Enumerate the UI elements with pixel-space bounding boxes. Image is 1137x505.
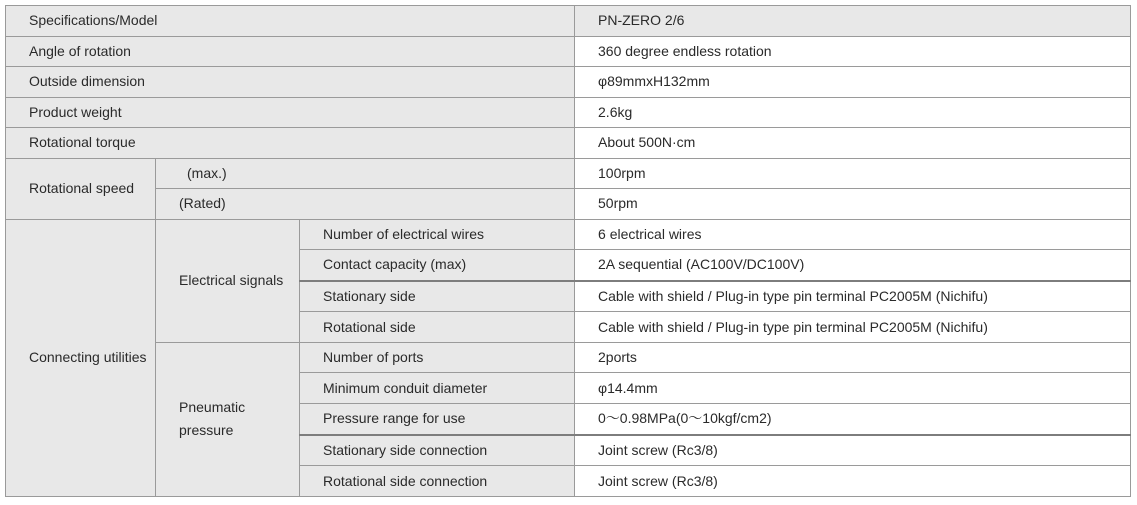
row-value: 100rpm: [575, 158, 1131, 189]
group-label-connecting-utilities: Connecting utilities: [6, 219, 156, 496]
sub-label: (max.): [156, 158, 575, 189]
header-label: Specifications/Model: [6, 6, 575, 37]
table-row: [6, 158, 1131, 189]
row-label: Number of ports: [300, 342, 575, 373]
row-label: Number of electrical wires: [300, 219, 575, 250]
group-label-pneumatic-pressure: Pneumatic pressure: [156, 342, 300, 496]
row-label: Rotational torque: [6, 128, 575, 159]
table-row: [6, 189, 1131, 220]
row-label: Pressure range for use: [300, 403, 575, 434]
sub-label: (Rated): [156, 189, 575, 220]
row-value: φ89mmxH132mm: [575, 67, 1131, 98]
table-row: [6, 67, 1131, 98]
specifications-table: [5, 5, 1131, 497]
row-label: Stationary side connection: [300, 435, 575, 466]
table-row: [6, 6, 1131, 37]
group-label-electrical-signals: Electrical signals: [156, 219, 300, 342]
table-row: [6, 128, 1131, 159]
row-value: Joint screw (Rc3/8): [575, 466, 1131, 497]
row-value: 50rpm: [575, 189, 1131, 220]
row-label: Product weight: [6, 97, 575, 128]
row-value: Joint screw (Rc3/8): [575, 435, 1131, 466]
row-value: 0～0.98MPa(0～10kgf/cm2): [575, 403, 1131, 434]
row-value: 6 electrical wires: [575, 219, 1131, 250]
row-value: 360 degree endless rotation: [575, 36, 1131, 67]
table-row: [6, 219, 1131, 250]
row-label: Minimum conduit diameter: [300, 373, 575, 404]
row-label: Stationary side: [300, 281, 575, 312]
row-value: 2.6kg: [575, 97, 1131, 128]
row-value: Cable with shield / Plug-in type pin terminal PC2005M (Nichifu): [575, 312, 1131, 343]
header-model-value: PN-ZERO 2/6: [575, 6, 1131, 37]
table-row: [6, 36, 1131, 67]
row-label: Outside dimension: [6, 67, 575, 98]
row-value: Cable with shield / Plug-in type pin terminal PC2005M (Nichifu): [575, 281, 1131, 312]
row-value: About 500N·cm: [575, 128, 1131, 159]
row-label: Angle of rotation: [6, 36, 575, 67]
row-label: Rotational side connection: [300, 466, 575, 497]
row-value: 2ports: [575, 342, 1131, 373]
group-label-rotational-speed: Rotational speed: [6, 158, 156, 219]
row-label: Rotational side: [300, 312, 575, 343]
row-label: Contact capacity (max): [300, 250, 575, 281]
table-row: [6, 97, 1131, 128]
row-value: φ14.4mm: [575, 373, 1131, 404]
row-value: 2A sequential (AC100V/DC100V): [575, 250, 1131, 281]
table-row: [6, 342, 1131, 373]
